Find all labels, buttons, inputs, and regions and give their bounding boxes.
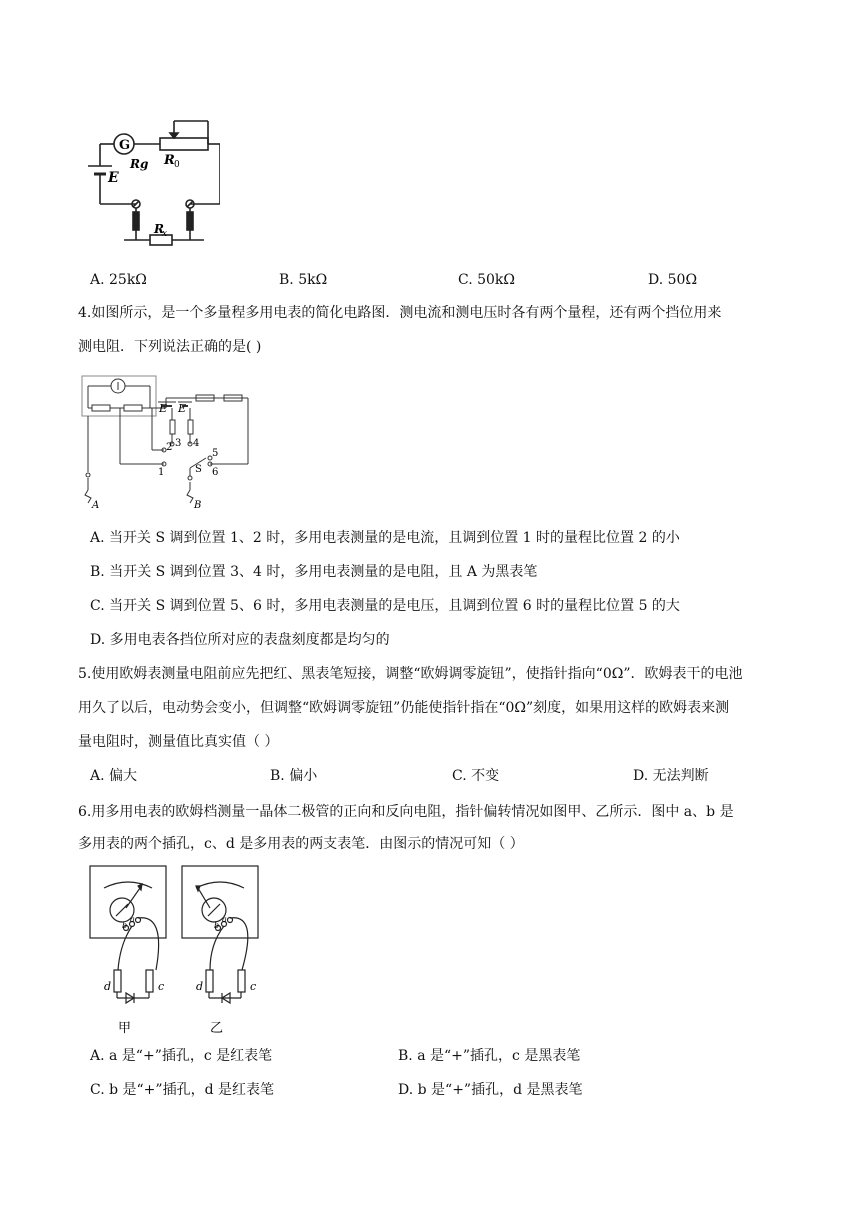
emf-label: E <box>108 170 119 186</box>
right-probe-d-label: d <box>196 980 204 993</box>
rx-subscript: x <box>162 229 168 239</box>
position-4-label: 4 <box>193 438 200 449</box>
q5-stem-line3: 量电阻时，测量值比真实值（ ） <box>78 734 279 750</box>
q4-stem-line2: 测电阻．下列说法正确的是( ) <box>78 339 262 355</box>
right-probe-c-label: c <box>250 980 257 993</box>
q5-option-d: D. 无法判断 <box>633 768 709 784</box>
r0-label: R <box>164 153 175 168</box>
position-6-label: 6 <box>212 467 219 478</box>
q6-stem-line1: 6.用多用电表的欧姆档测量一晶体二极管的正向和反向电阻，指针偏转情况如图甲、乙所示．图中 a、b 是 <box>78 804 734 820</box>
rx-label: R <box>154 222 164 236</box>
q5-option-b: B. 偏小 <box>270 768 318 784</box>
left-probe-d-label: d <box>104 980 112 993</box>
q5-stem-line2: 用久了以后，电动势会变小，但调整“欧姆调零旋钮”仍能使指针指在“0Ω”刻度，如果用这样的欧姆表来测 <box>78 700 730 716</box>
q5-option-c: C. 不变 <box>452 768 500 784</box>
q4-option-d: D. 多用电表各挡位所对应的表盘刻度都是均匀的 <box>90 632 390 648</box>
q3-option-d: D. 50Ω <box>648 272 698 288</box>
rg-label: Rg <box>130 157 149 171</box>
q6-stem-line2: 多用表的两个插孔，c、d 是多用表的两支表笔．由图示的情况可知（ ） <box>78 836 524 852</box>
q5-option-a: A. 偏大 <box>90 768 138 784</box>
q4-option-c: C. 当开关 S 调到位置 5、6 时，多用电表测量的是电压，且调到位置 6 时的量程比位置 5 的大 <box>90 598 680 614</box>
figure-yi-caption: 乙 <box>210 1021 224 1036</box>
q6-option-c: C. b 是“+”插孔，d 是红表笔 <box>90 1082 274 1098</box>
q6-option-d: D. b 是“+”插孔，d 是黑表笔 <box>398 1082 583 1098</box>
q3-option-a: A. 25kΩ <box>90 272 147 288</box>
ohmmeter-circuit-figure <box>80 110 220 250</box>
q4-option-a: A. 当开关 S 调到位置 1、2 时，多用电表测量的是电流，且调到位置 1 时的量程比位置 2 的小 <box>90 530 680 546</box>
terminal-a-label: A <box>92 500 100 511</box>
left-probe-c-label: c <box>158 980 165 993</box>
q5-stem-line1: 5.使用欧姆表测量电阻前应先把红、黑表笔短接，调整“欧姆调零旋钮”，使指针指向“0Ω”．欧姆表干的电池 <box>78 666 743 682</box>
left-socket-b-label: b <box>122 921 128 930</box>
r0-subscript: 0 <box>174 160 180 170</box>
right-socket-a-label: a <box>222 915 227 924</box>
multimeter-e1-label: E <box>159 402 168 415</box>
q6-option-a: A. a 是“+”插孔，c 是红表笔 <box>90 1048 273 1064</box>
figure-jia-caption: 甲 <box>118 1021 132 1036</box>
multimeter-e2-label: E <box>178 402 187 415</box>
q3-option-c: C. 50kΩ <box>458 272 516 288</box>
diode-measurement-figure <box>86 864 276 1040</box>
position-3-label: 3 <box>175 438 182 449</box>
galvanometer-label: G <box>119 138 131 153</box>
q3-option-b: B. 5kΩ <box>279 272 328 288</box>
switch-s-label: S <box>195 464 202 475</box>
q4-option-b: B. 当开关 S 调到位置 3、4 时，多用电表测量的是电阻，且 A 为黑表笔 <box>90 564 538 580</box>
terminal-b-label: B <box>194 500 202 511</box>
q4-stem-line1: 4.如图所示，是一个多量程多用电表的简化电路图．测电流和测电压时各有两个量程，还有两个挡位用来 <box>78 305 722 321</box>
q6-option-b: B. a 是“+”插孔，c 是黑表笔 <box>398 1048 581 1064</box>
position-1-label: 1 <box>158 467 165 478</box>
multimeter-circuit-figure <box>78 372 258 512</box>
right-socket-b-label: b <box>214 921 220 930</box>
left-socket-a-label: a <box>130 915 135 924</box>
position-5-label: 5 <box>212 448 219 459</box>
position-2-label: 2 <box>166 442 173 453</box>
